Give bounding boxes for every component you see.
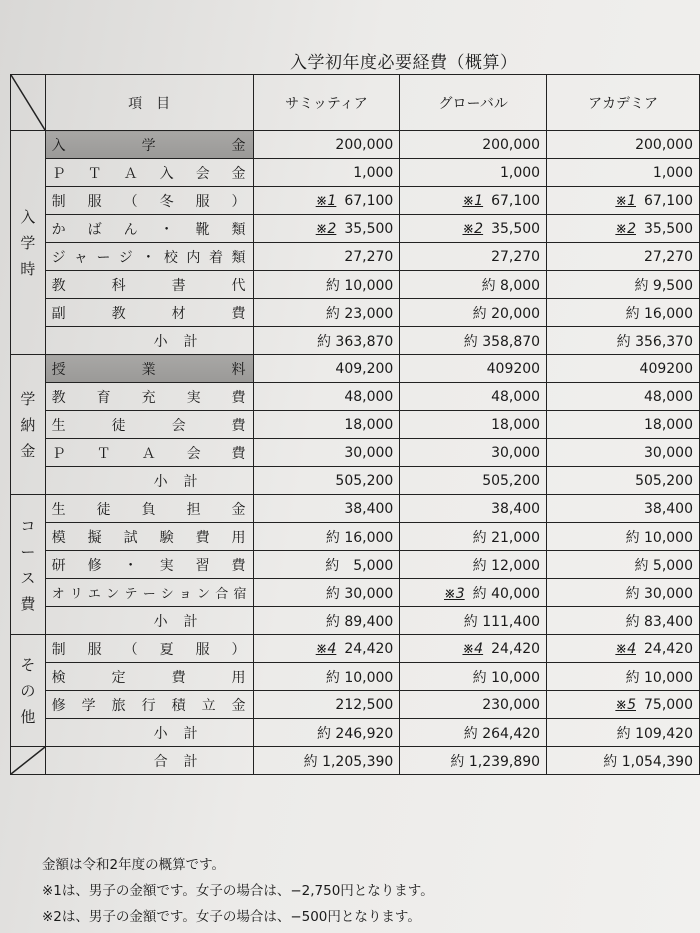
amount: 約 20,000	[472, 305, 541, 322]
amount: 約 264,420	[463, 725, 541, 742]
value-cell	[547, 383, 700, 411]
amount: 18,000	[644, 416, 693, 433]
amount: 409,200	[335, 360, 394, 377]
footnote-mark: ※3	[444, 585, 465, 602]
value-cell	[400, 635, 547, 663]
item-cell: 小 計	[45, 467, 253, 495]
header-item: 項 目	[45, 75, 253, 131]
subtotal-row	[11, 467, 700, 495]
category-char: 他	[20, 707, 36, 726]
table-row	[11, 243, 700, 271]
item-cell: 教科書代	[45, 271, 253, 299]
amount: 200,000	[635, 136, 693, 153]
value-cell	[253, 439, 400, 467]
table-row	[11, 523, 700, 551]
value-cell	[253, 411, 400, 439]
category-char: 学	[20, 233, 36, 252]
amount: 38,400	[344, 500, 394, 517]
category-char: の	[20, 681, 36, 700]
value-cell	[547, 523, 700, 551]
value-cell	[400, 243, 547, 271]
item-cell: ＰＴＡ入会金	[45, 159, 253, 187]
value-cell	[400, 747, 547, 775]
amount: 約 40,000	[472, 585, 541, 602]
value-cell	[400, 467, 547, 495]
amount: 約 21,000	[472, 529, 541, 546]
amount: 約 356,370	[616, 333, 693, 350]
header-corner-cell	[11, 75, 46, 131]
amount: 約 16,000	[625, 305, 693, 322]
value-cell	[547, 355, 700, 383]
amount: 505,200	[335, 472, 394, 489]
value-cell	[253, 663, 400, 691]
footnote: 金額は令和2年度の概算です。	[42, 857, 226, 873]
category-cell	[11, 131, 46, 355]
total-label: 合 計	[45, 747, 253, 775]
table-row	[11, 131, 700, 159]
value-cell	[547, 243, 700, 271]
amount: 約 10,000	[325, 669, 394, 686]
item-cell: 模擬試験費用	[45, 523, 253, 551]
value-cell	[253, 187, 400, 215]
footnote-mark: ※1	[615, 192, 636, 209]
value-cell	[400, 663, 547, 691]
subtotal-row	[11, 327, 700, 355]
footnote-mark: ※5	[615, 696, 636, 713]
amount: 約 246,920	[316, 725, 394, 742]
item-cell: 副教材費	[45, 299, 253, 327]
amount: 約 30,000	[625, 585, 693, 602]
value-cell	[253, 383, 400, 411]
amount: 約 12,000	[472, 557, 541, 574]
amount: 1,000	[652, 164, 693, 181]
amount: 200,000	[335, 136, 394, 153]
table-row	[11, 635, 700, 663]
amount: 約 10,000	[472, 669, 541, 686]
amount: 約 10,000	[625, 669, 693, 686]
expense-table	[10, 74, 700, 775]
amount: 38,400	[491, 500, 541, 517]
amount: 409200	[486, 360, 541, 377]
amount: 38,400	[644, 500, 693, 517]
amount: 27,270	[491, 248, 541, 265]
item-cell: 検定費用	[45, 663, 253, 691]
page-title: 入学初年度必要経費（概算）	[290, 53, 518, 73]
value-cell	[400, 551, 547, 579]
value-cell	[547, 187, 700, 215]
amount: 約 8,000	[481, 277, 541, 294]
value-cell	[400, 159, 547, 187]
header-col-global: グローバル	[400, 75, 547, 131]
value-cell	[253, 691, 400, 719]
footnote: ※1は、男子の金額です。女子の場合は、−2,750円となります。	[42, 883, 434, 899]
value-cell	[400, 187, 547, 215]
header-col-academia: アカデミア	[547, 75, 700, 131]
amount: 約 111,400	[463, 613, 541, 630]
total-row	[11, 747, 700, 775]
table-row	[11, 187, 700, 215]
amount: 約 10,000	[625, 529, 693, 546]
amount: 30,000	[491, 444, 541, 461]
value-cell	[547, 131, 700, 159]
table-row	[11, 551, 700, 579]
amount: 約 89,400	[325, 613, 394, 630]
category-char: 費	[20, 594, 36, 613]
footnote-mark: ※1	[462, 192, 484, 209]
item-cell: 修学旅行積立金	[45, 691, 253, 719]
table-header-row	[11, 75, 700, 131]
subtotal-row	[11, 719, 700, 747]
amount: 1,000	[500, 164, 541, 181]
value-cell	[400, 299, 547, 327]
amount: 35,500	[491, 220, 541, 237]
amount: 67,100	[644, 192, 693, 209]
table-row	[11, 663, 700, 691]
value-cell	[547, 467, 700, 495]
table-row	[11, 495, 700, 523]
amount: 約 358,870	[463, 333, 541, 350]
value-cell	[400, 327, 547, 355]
value-cell	[253, 355, 400, 383]
total-corner-cell	[11, 747, 46, 775]
value-cell	[253, 719, 400, 747]
category-char: 学	[20, 389, 36, 408]
value-cell	[547, 663, 700, 691]
item-cell: 入学金	[45, 131, 253, 159]
category-char: ー	[20, 542, 36, 561]
subtotal-row	[11, 607, 700, 635]
amount: 75,000	[644, 696, 693, 713]
amount: 67,100	[491, 192, 541, 209]
table-row	[11, 411, 700, 439]
value-cell	[400, 215, 547, 243]
item-cell: 小 計	[45, 719, 253, 747]
amount: 212,500	[335, 696, 394, 713]
footnotes	[42, 852, 434, 930]
amount: 約 1,205,390	[303, 753, 394, 770]
value-cell	[253, 271, 400, 299]
value-cell	[253, 551, 400, 579]
item-cell: 小 計	[45, 607, 253, 635]
amount: 約 23,000	[325, 305, 394, 322]
value-cell	[253, 327, 400, 355]
table-row	[11, 691, 700, 719]
category-char: 金	[20, 441, 36, 460]
value-cell	[547, 635, 700, 663]
footnote-mark: ※2	[615, 220, 636, 237]
category-char: そ	[20, 655, 36, 674]
amount: 505,200	[482, 472, 541, 489]
amount: 約 5,000	[634, 557, 693, 574]
item-cell: 教育充実費	[45, 383, 253, 411]
value-cell	[400, 523, 547, 551]
amount: 35,500	[644, 220, 693, 237]
footnote-mark: ※4	[615, 640, 636, 657]
value-cell	[547, 579, 700, 607]
value-cell	[253, 579, 400, 607]
category-char: コ	[20, 516, 36, 535]
item-cell: かばん・靴類	[45, 215, 253, 243]
value-cell	[547, 495, 700, 523]
value-cell	[547, 607, 700, 635]
value-cell	[400, 691, 547, 719]
value-cell	[547, 691, 700, 719]
category-cell	[11, 495, 46, 635]
amount: 約 1,239,890	[450, 753, 541, 770]
value-cell	[400, 495, 547, 523]
table-row	[11, 355, 700, 383]
item-cell: ＰＴＡ会費	[45, 439, 253, 467]
amount: 27,270	[344, 248, 394, 265]
table-row	[11, 579, 700, 607]
amount: 24,420	[644, 640, 693, 657]
value-cell	[400, 355, 547, 383]
amount: 約 1,054,390	[603, 753, 693, 770]
value-cell	[547, 215, 700, 243]
item-cell: ジャージ・校内着類	[45, 243, 253, 271]
value-cell	[547, 327, 700, 355]
value-cell	[253, 523, 400, 551]
amount: 30,000	[644, 444, 693, 461]
item-cell: 制服（夏服）	[45, 635, 253, 663]
item-cell: 生徒負担金	[45, 495, 253, 523]
value-cell	[253, 215, 400, 243]
amount: 約 109,420	[616, 725, 693, 742]
value-cell	[400, 411, 547, 439]
footnote-mark: ※4	[315, 640, 337, 657]
value-cell	[547, 271, 700, 299]
value-cell	[547, 551, 700, 579]
value-cell	[400, 607, 547, 635]
footnote-mark: ※2	[315, 220, 337, 237]
value-cell	[253, 299, 400, 327]
amount: 35,500	[344, 220, 394, 237]
amount: 約 30,000	[325, 585, 394, 602]
amount: 24,420	[491, 640, 541, 657]
category-char: 納	[20, 415, 36, 434]
diagonal-line	[11, 75, 45, 130]
value-cell	[547, 719, 700, 747]
header-col-summitia: サミッティア	[253, 75, 400, 131]
amount: 約 9,500	[634, 277, 693, 294]
amount: 約 83,400	[625, 613, 693, 630]
expense-table-body	[11, 75, 700, 775]
value-cell	[400, 271, 547, 299]
amount: 505,200	[635, 472, 693, 489]
category-char: 入	[20, 207, 36, 226]
value-cell	[253, 495, 400, 523]
value-cell	[547, 159, 700, 187]
value-cell	[253, 607, 400, 635]
table-row	[11, 215, 700, 243]
footnote-mark: ※4	[462, 640, 484, 657]
value-cell	[547, 411, 700, 439]
amount: 約 16,000	[325, 529, 394, 546]
table-row	[11, 159, 700, 187]
amount: 48,000	[644, 388, 693, 405]
item-cell: 制服（冬服）	[45, 187, 253, 215]
value-cell	[400, 579, 547, 607]
value-cell	[253, 131, 400, 159]
item-cell: 授業料	[45, 355, 253, 383]
table-row	[11, 299, 700, 327]
amount: 約 363,870	[316, 333, 394, 350]
amount: 200,000	[482, 136, 541, 153]
category-char: ス	[20, 568, 36, 587]
amount: 1,000	[353, 164, 394, 181]
value-cell	[400, 131, 547, 159]
item-cell: 小 計	[45, 327, 253, 355]
value-cell	[547, 299, 700, 327]
amount: 48,000	[344, 388, 394, 405]
table-row	[11, 439, 700, 467]
amount: 18,000	[344, 416, 394, 433]
value-cell	[253, 635, 400, 663]
value-cell	[400, 439, 547, 467]
value-cell	[400, 719, 547, 747]
amount: 約 5,000	[325, 557, 394, 574]
value-cell	[547, 747, 700, 775]
amount: 30,000	[344, 444, 394, 461]
value-cell	[400, 383, 547, 411]
category-cell	[11, 635, 46, 747]
table-row	[11, 383, 700, 411]
amount: 67,100	[344, 192, 394, 209]
amount: 18,000	[491, 416, 541, 433]
value-cell	[253, 747, 400, 775]
diagonal-line	[11, 747, 45, 774]
value-cell	[253, 159, 400, 187]
amount: 27,270	[644, 248, 693, 265]
amount: 48,000	[491, 388, 541, 405]
value-cell	[253, 243, 400, 271]
footnote-mark: ※2	[462, 220, 484, 237]
amount: 230,000	[482, 696, 541, 713]
amount: 約 10,000	[325, 277, 394, 294]
item-cell: 生徒会費	[45, 411, 253, 439]
amount: 409200	[639, 360, 693, 377]
amount: 24,420	[344, 640, 394, 657]
table-row	[11, 271, 700, 299]
category-cell	[11, 355, 46, 495]
value-cell	[547, 439, 700, 467]
value-cell	[253, 467, 400, 495]
item-cell: オリエンテーション合宿	[45, 579, 253, 607]
category-char: 時	[20, 259, 36, 278]
item-cell: 研修・実習費	[45, 551, 253, 579]
footnote: ※2は、男子の金額です。女子の場合は、−500円となります。	[42, 909, 421, 925]
footnote-mark: ※1	[315, 192, 337, 209]
